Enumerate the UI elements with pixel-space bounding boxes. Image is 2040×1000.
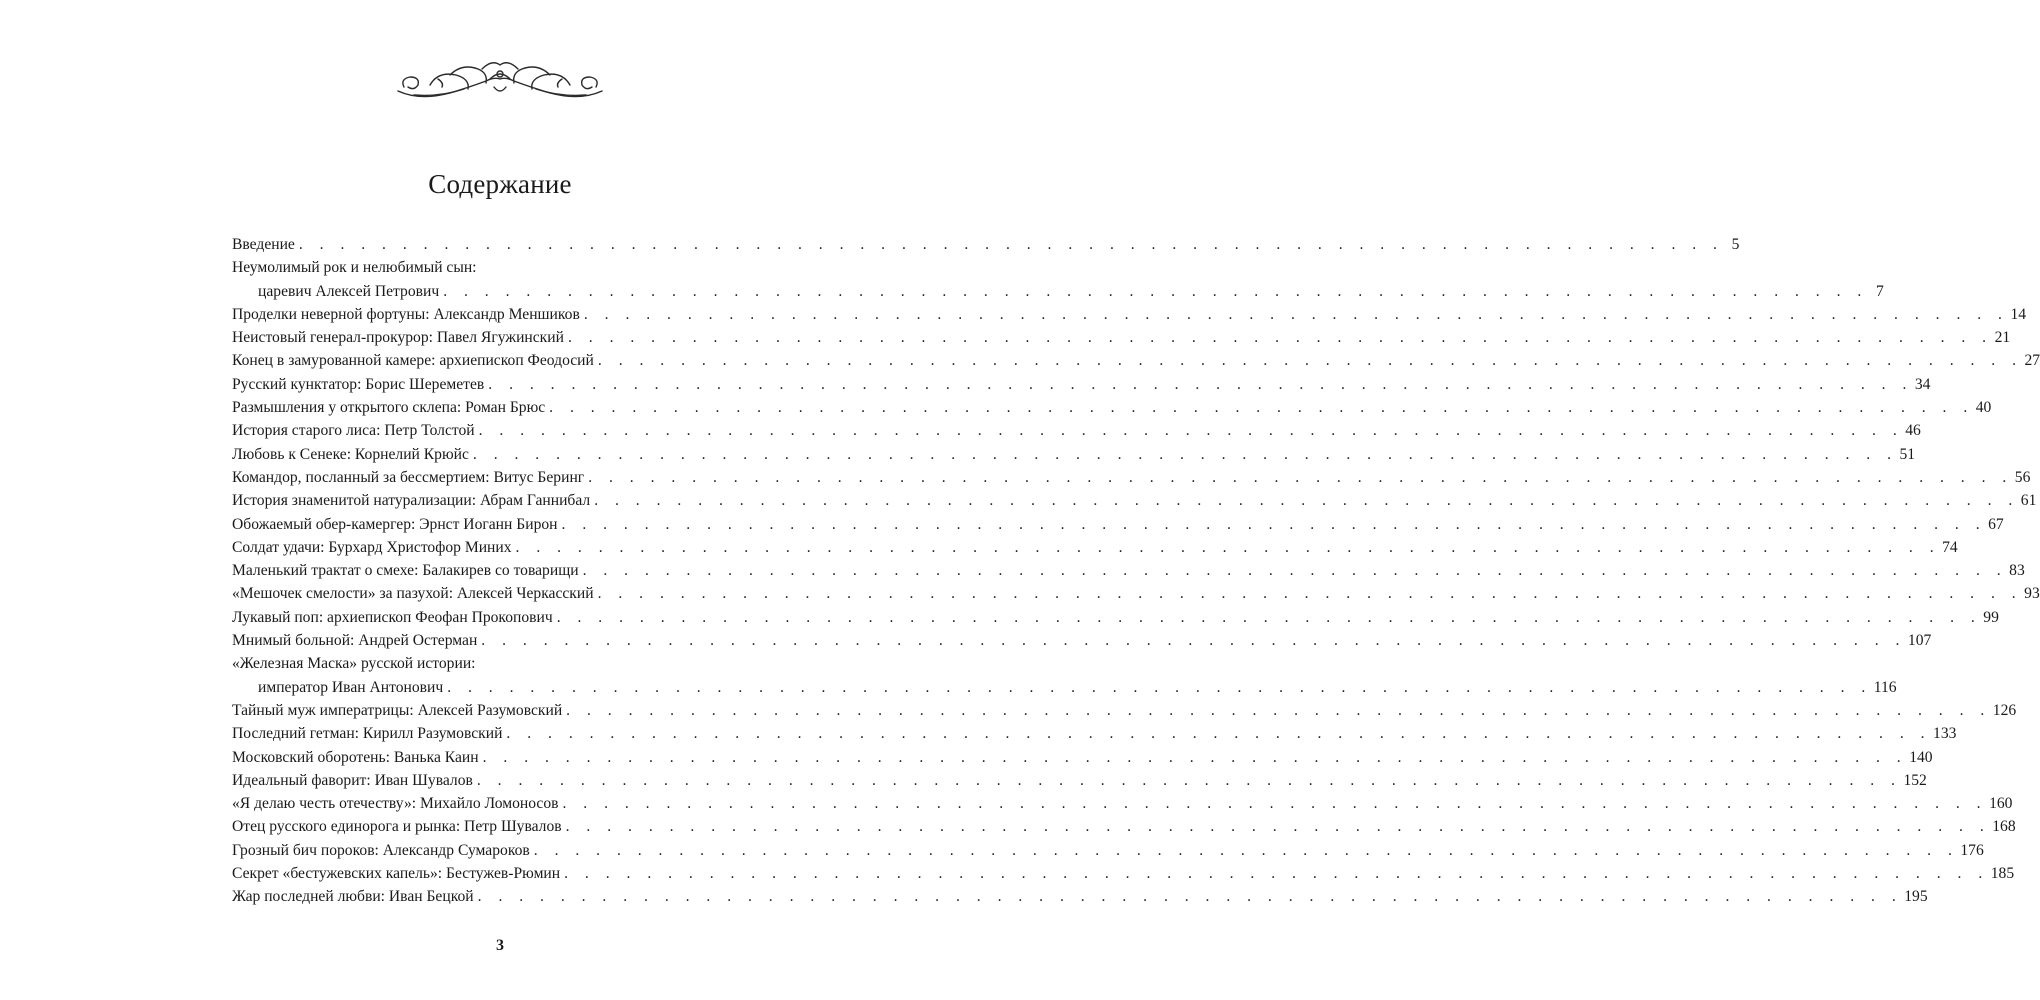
toc-entry xyxy=(232,443,1916,466)
toc-page-number: 93 xyxy=(2024,585,2040,603)
toc-page-number: 160 xyxy=(1989,795,2013,813)
toc-entry-title: «Железная Маска» русской истории: xyxy=(232,655,476,673)
toc-page-number: 46 xyxy=(1905,422,1921,440)
toc-line xyxy=(232,443,1916,466)
dot-leader: . . . . . . . . . . . . . . . . . . . . . . . . . . . . . . . . . . . . . . . . . . . . . . . . . . . . . . . . . . . . . . . . . . . . . xyxy=(447,678,1872,696)
toc-page-number: 99 xyxy=(1983,608,1999,626)
toc-page-number: 14 xyxy=(2010,305,2027,323)
toc-page-number: 126 xyxy=(1992,701,2017,719)
toc-entry-title: Последний гетман: Кирилл Разумовский xyxy=(232,725,503,743)
toc-entry-title: Русский кунктатор: Борис Шереметев xyxy=(232,375,485,393)
dot-leader: . . . . . . . . . . . . . . . . . . . . . . . . . . . . . . . . . . . . . . . . . . . . . . . . . . . . . . . . . . . . . . . . . . . . . xyxy=(488,375,1913,393)
toc-line xyxy=(232,419,1921,442)
toc-page-number: 195 xyxy=(1904,888,1928,906)
toc-entry xyxy=(232,815,2016,838)
dot-leader: . . . . . . . . . . . . . . . . . . . . . . . . . . . . . . . . . . . . . . . . . . . . . . . . . . . . . . . . . . . . . . . . . . . . . xyxy=(582,562,2008,580)
toc-entry-title: Неистовый генерал-прокурор: Павел Ягужинский xyxy=(232,329,564,347)
toc-line xyxy=(232,233,1740,256)
toc-page-number: 152 xyxy=(1903,771,1927,789)
toc-page-number: 67 xyxy=(1988,515,2004,533)
dot-leader: . . . . . . . . . . . . . . . . . . . . . . . . . . . . . . . . . . . . . . . . . . . . . . . . . . . . . . . . . . . . . . . . . . . . . xyxy=(476,771,1902,789)
toc-line xyxy=(232,513,2004,536)
toc-entry-title: Грозный бич пороков: Александр Сумароков xyxy=(232,841,530,859)
toc-line xyxy=(232,885,1928,908)
toc-entry-title: История старого лиса: Петр Толстой xyxy=(232,422,475,440)
toc-entry-title: Жар последней любви: Иван Бецкой xyxy=(232,888,474,906)
toc-entry-title: Солдат удачи: Бурхард Христофор Миних xyxy=(232,538,512,556)
toc-line xyxy=(232,489,2037,512)
table-of-contents xyxy=(232,233,2040,909)
toc-entry xyxy=(232,839,1984,862)
toc-entry-title: «Мешочек смелости» за пазухой: Алексей Черкасский xyxy=(232,585,594,603)
toc-entry xyxy=(232,582,2040,605)
toc-line xyxy=(232,559,2025,582)
toc-page-number: 116 xyxy=(1873,678,1897,696)
toc-line xyxy=(232,815,2016,838)
toc-entry-title: Неумолимый рок и нелюбимый сын: xyxy=(232,259,477,277)
toc-page-number: 61 xyxy=(2020,492,2037,510)
page-number: 3 xyxy=(496,937,504,954)
toc-line xyxy=(232,769,1927,792)
dot-leader: . . . . . . . . . . . . . . . . . . . . . . . . . . . . . . . . . . . . . . . . . . . . . . . . . . . . . . . . . . . . . . . . . . . . . xyxy=(549,399,1974,417)
toc-entry-title: Обожаемый обер-камергер: Эрнст Иоганн Бирон xyxy=(232,515,558,533)
scroll-ornament-icon xyxy=(390,57,610,103)
toc-entry xyxy=(232,559,2025,582)
dot-leader: . . . . . . . . . . . . . . . . . . . . . . . . . . . . . . . . . . . . . . . . . . . . . . . . . . . . . . . . . . . . . . . . . . . . . xyxy=(597,352,2023,370)
toc-entry-title: «Я делаю честь отечеству»: Михайло Ломоносов xyxy=(232,795,559,813)
toc-page-number: 133 xyxy=(1933,725,1957,743)
toc-page-number: 40 xyxy=(1975,399,1992,417)
toc-entry xyxy=(232,885,1928,908)
dot-leader: . . . . . . . . . . . . . . . . . . . . . . . . . . . . . . . . . . . . . . . . . . . . . . . . . . . . . . . . . . . . . . . . . . . . . xyxy=(564,865,1989,883)
dot-leader: . . . . . . . . . . . . . . . . . . . . . . . . . . . . . . . . . . . . . . . . . . . . . . . . . . . . . . . . . . . . . . . . . . . . . xyxy=(533,841,1959,859)
toc-entry-title: Маленький трактат о смехе: Балакирев со товарищи xyxy=(232,562,579,580)
dot-leader: . . . . . . . . . . . . . . . . . . . . . . . . . . . . . . . . . . . . . . . . . . . . . . . . . . . . . . . . . . . . . . . . . . . . . xyxy=(588,468,2013,486)
dot-leader: . . . . . . . . . . . . . . . . . . . . . . . . . . . . . . . . . . . . . . . . . . . . . . . . . . . . . . . . . . . . . . . . . . . . . xyxy=(583,305,2009,323)
toc-entry-title: Размышления у открытого склепа: Роман Брюс xyxy=(232,399,546,417)
toc-page-number: 21 xyxy=(1994,329,2011,347)
toc-line xyxy=(232,792,2013,815)
toc-entry-title: царевич Алексей Петрович xyxy=(258,282,440,300)
toc-entry xyxy=(232,303,2027,326)
toc-entry xyxy=(232,489,2037,512)
toc-line xyxy=(232,862,2015,885)
toc-line xyxy=(232,349,2040,372)
toc-page-number: 7 xyxy=(1876,282,1884,300)
dot-leader: . . . . . . . . . . . . . . . . . . . . . . . . . . . . . . . . . . . . . . . . . . . . . . . . . . . . . . . . . . . . . . . . . . . . . xyxy=(566,701,1991,719)
toc-page-number: 5 xyxy=(1731,236,1740,253)
toc-entry-title: Московский оборотень: Ванька Каин xyxy=(232,748,479,766)
dot-leader: . . . . . . . . . . . . . . . . . . . . . . . . . . . . . . . . . . . . . . . . . . . . . . . . . . . . . . . . . . . . . . . . . . . . . xyxy=(506,725,1932,743)
toc-line xyxy=(232,676,1897,699)
toc-page-number: 51 xyxy=(1899,445,1916,463)
dot-leader: . . . . . . . . . . . . . . . . . . . . . . . . . . . . . . . . . . . . . . . . . . . . . . . . . . . . . . . . . . . . . . . . . . . . . xyxy=(472,445,1898,463)
toc-entry-title: Командор, посланный за бессмертием: Витус Беринг xyxy=(232,468,585,486)
toc-line xyxy=(232,746,1933,769)
toc-line xyxy=(232,303,2027,326)
dot-leader: . . . . . . . . . . . . . . . . . . . . . . . . . . . . . . . . . . . . . . . . . . . . . . . . . . . . . . . . . . . . . . . . . . . . . xyxy=(594,492,2019,510)
dot-leader: . . . . . . . . . . . . . . . . . . . . . . . . . . . . . . . . . . . . . . . . . . . . . . . . . . . . . . . . . . . . . . . . . . . . . xyxy=(565,818,1991,836)
toc-entry xyxy=(232,233,1740,256)
toc-line xyxy=(232,839,1984,862)
toc-entry-title: Лукавый поп: архиепископ Феофан Прокопович xyxy=(232,608,553,626)
toc-line xyxy=(232,536,1958,559)
dot-leader: . . . . . . . . . . . . . . . . . . . . . . . . . . . . . . . . . . . . . . . . . . . . . . . . . . . . . . . . . . . . . . . . . . . . . xyxy=(597,585,2023,603)
toc-entry xyxy=(232,513,2004,536)
toc-line xyxy=(232,280,1884,303)
toc-page-number: 83 xyxy=(2009,562,2025,580)
toc-entry xyxy=(232,256,1884,303)
toc-line xyxy=(232,606,1999,629)
toc-page-number: 74 xyxy=(1942,538,1958,556)
toc-entry xyxy=(232,606,1999,629)
toc-line xyxy=(232,722,1957,745)
dot-leader: . . . . . . . . . . . . . . . . . . . . . . . . . . . . . . . . . . . . . . . . . . . . . . . . . . . . . . . . . . . . . . . . . . . . . xyxy=(562,795,1988,813)
toc-page-number: 56 xyxy=(2014,468,2031,486)
toc-line xyxy=(232,699,2017,722)
toc-entry xyxy=(232,373,1931,396)
dot-leader: . . . . . . . . . . . . . . . . . . . . . . . . . . . . . . . . . . . . . . . . . . . . . . . . . . . . . . . . . . . . . . . . . . . . . xyxy=(481,632,1906,650)
toc-entry-title: Введение xyxy=(232,236,295,253)
toc-entry xyxy=(232,419,1921,442)
toc-entry-title: Конец в замурованной камере: архиепископ Феодосий xyxy=(232,352,594,370)
dot-leader: . . . . . . . . . . . . . . . . . . . . . . . . . . . . . . . . . . . . . . . . . . . . . . . . . . . . . . . . . . . . . . . . . . . . . xyxy=(561,515,1987,533)
toc-entry-title: Любовь к Сенеке: Корнелий Крюйс xyxy=(232,445,469,463)
toc-entry xyxy=(232,326,2011,349)
toc-entry xyxy=(232,652,1897,699)
dot-leader: . . . . . . . . . . . . . . . . . . . . . . . . . . . . . . . . . . . . . . . . . . . . . . . . . . . . . . . . . . . . . . . . . . . . . xyxy=(478,422,1904,440)
toc-page-number: 185 xyxy=(1990,865,2015,883)
toc-entry xyxy=(232,746,1933,769)
toc-page-number: 34 xyxy=(1914,375,1931,393)
dot-leader: . . . . . . . . . . . . . . . . . . . . . . . . . . . . . . . . . . . . . . . . . . . . . . . . . . . . . . . . . . . . . . . . . . . . . xyxy=(443,282,1868,300)
toc-entry-title: Проделки неверной фортуны: Александр Меншиков xyxy=(232,305,580,323)
toc-page-number: 176 xyxy=(1960,841,1984,859)
toc-line xyxy=(232,373,1931,396)
toc-page-number: 107 xyxy=(1907,632,1932,650)
toc-entry xyxy=(232,722,1957,745)
toc-line xyxy=(232,396,1992,419)
toc-line xyxy=(232,256,747,279)
toc-entry-title: Отец русского единорога и рынка: Петр Шувалов xyxy=(232,818,562,836)
dot-leader: . . . . . . . . . . . . . . . . . . . . . . . . . . . . . . . . . . . . . . . . . . . . . . . . . . . . . . . . . . . . . . . . . . . . . xyxy=(298,236,1724,253)
toc-entry xyxy=(232,536,1958,559)
toc-entry xyxy=(232,699,2017,722)
toc-line xyxy=(232,629,1932,652)
toc-entry-title: Тайный муж императрицы: Алексей Разумовский xyxy=(232,701,563,719)
toc-entry xyxy=(232,792,2013,815)
toc-line xyxy=(232,582,2040,605)
toc-page-number: 27 xyxy=(2024,352,2040,370)
toc-entry-title: император Иван Антонович xyxy=(258,678,444,696)
toc-entry-title: Мнимый больной: Андрей Остерман xyxy=(232,632,478,650)
dot-leader: . . . . . . . . . . . . . . . . . . . . . . . . . . . . . . . . . . . . . . . . . . . . . . . . . . . . . . . . . . . . . . . . . . . . . xyxy=(482,748,1908,766)
page-title: Содержание xyxy=(428,169,572,199)
toc-entry-title: История знаменитой натурализации: Абрам Ганнибал xyxy=(232,492,591,510)
toc-entry xyxy=(232,862,2015,885)
toc-entry xyxy=(232,349,2040,372)
toc-entry-title: Идеальный фаворит: Иван Шувалов xyxy=(232,771,473,789)
toc-entry-title: Секрет «бестужевских капель»: Бестужев-Рюмин xyxy=(232,865,561,883)
dot-leader: . . . . . . . . . . . . . . . . . . . . . . . . . . . . . . . . . . . . . . . . . . . . . . . . . . . . . . . . . . . . . . . . . . . . . xyxy=(567,329,1993,347)
toc-entry xyxy=(232,629,1932,652)
toc-line xyxy=(232,326,2011,349)
toc-line xyxy=(232,466,2031,489)
toc-page-number: 168 xyxy=(1992,818,2016,836)
dot-leader: . . . . . . . . . . . . . . . . . . . . . . . . . . . . . . . . . . . . . . . . . . . . . . . . . . . . . . . . . . . . . . . . . . . . . xyxy=(556,608,1982,626)
dot-leader: . . . . . . . . . . . . . . . . . . . . . . . . . . . . . . . . . . . . . . . . . . . . . . . . . . . . . . . . . . . . . . . . . . . . . xyxy=(515,538,1941,556)
dot-leader: . . . . . . . . . . . . . . . . . . . . . . . . . . . . . . . . . . . . . . . . . . . . . . . . . . . . . . . . . . . . . . . . . . . . . xyxy=(477,888,1903,906)
toc-line xyxy=(232,652,747,675)
toc-page-number: 140 xyxy=(1909,748,1933,766)
toc-entry xyxy=(232,769,1927,792)
toc-entry xyxy=(232,396,1992,419)
toc-entry xyxy=(232,466,2031,489)
